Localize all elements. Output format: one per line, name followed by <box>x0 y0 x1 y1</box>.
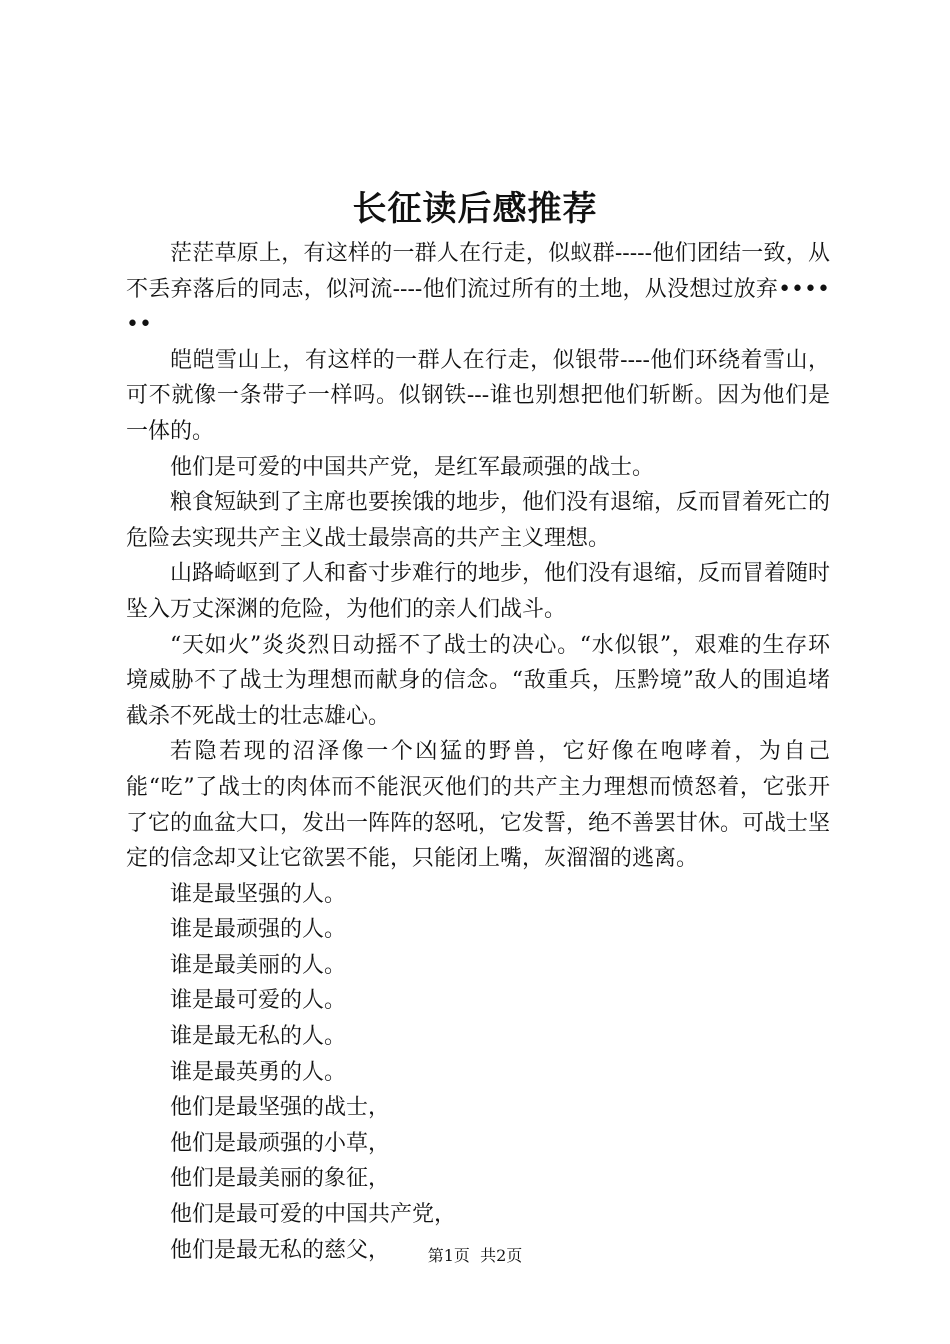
document-body <box>126 236 830 1268</box>
paragraph: 谁是最顽强的人。 <box>170 917 347 943</box>
footer-spacer <box>470 1246 480 1265</box>
paragraph: 他们是最美丽的象征， <box>170 1166 391 1192</box>
page-total: 共2页 <box>480 1246 523 1265</box>
paragraph: “天如火”炎炎烈日动摇不了战士的决心。“水似银”，艰难的生存环境威胁不了战士为理想而献身的信念。“敌重兵，压黔境”敌人的围追堵截杀不死战士的壮志雄心。 <box>126 632 830 729</box>
paragraph: 若隐若现的沼泽像一个凶猛的野兽，它好像在咆哮着，为自己能“吃”了战士的肉体而不能泯灭他们的共产主力理想而愤怒着，它张开了它的血盆大口，发出一阵阵的怒吼，它发誓，绝不善罢甘休。可战士坚定的信念却又让它欲罢不能，只能闭上嘴，灰溜溜的逃离。 <box>126 739 831 872</box>
paragraph: 谁是最可爱的人。 <box>170 988 347 1014</box>
paragraph: 粮食短缺到了主席也要挨饿的地步，他们没有退缩，反而冒着死亡的危险去实现共产主义战士最崇高的共产主义理想。 <box>126 490 831 551</box>
paragraph: 山路崎岖到了人和畜寸步难行的地步，他们没有退缩，反而冒着随时坠入万丈深渊的危险，为他们的亲人们战斗。 <box>126 561 831 622</box>
paragraph: 皑皑雪山上，有这样的一群人在行走，似银带----他们环绕着雪山，可不就像一条带子一样吗。似钢铁---谁也别想把他们斩断。因为他们是一体的。 <box>126 347 830 444</box>
paragraph: 谁是最坚强的人。 <box>170 881 347 907</box>
page-footer <box>0 1244 950 1268</box>
paragraph: 他们是最坚强的战士， <box>170 1095 391 1121</box>
paragraph: 他们是最可爱的中国共产党， <box>170 1202 457 1228</box>
document-title: 长征读后感推荐 <box>352 189 598 229</box>
paragraph: 谁是最无私的人。 <box>170 1024 347 1050</box>
paragraph: 茫茫草原上，有这样的一群人在行走，似蚁群-----他们团结一致，从不丢弃落后的同志，似河流----他们流过所有的土地，从没想过放弃•••••• <box>126 241 830 338</box>
paragraph: 他们是可爱的中国共产党，是红军最顽强的战士。 <box>170 454 655 480</box>
paragraph: 他们是最顽强的小草， <box>170 1130 391 1156</box>
page-number: 第1页 <box>427 1246 470 1265</box>
paragraph: 谁是最英勇的人。 <box>170 1059 347 1085</box>
paragraph: 谁是最美丽的人。 <box>170 952 347 978</box>
paragraph: 他们是最无私的慈父， <box>170 1237 391 1263</box>
